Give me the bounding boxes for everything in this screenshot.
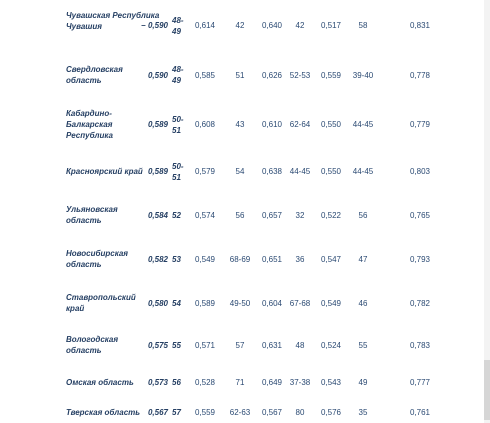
- table-row: [0, 62, 490, 92]
- value-2: 0,631: [261, 341, 283, 350]
- table-row: [0, 8, 490, 48]
- region-name: Тверская область: [66, 408, 141, 417]
- rank-value: 48-49: [172, 16, 184, 36]
- rank-1: 42: [235, 21, 245, 30]
- rank-2: 48: [295, 341, 305, 350]
- value-1: 0,528: [194, 378, 216, 387]
- region-name: Свердловская область: [66, 65, 123, 85]
- value-3: 0,550: [320, 167, 342, 176]
- rank-1: 62-63: [229, 408, 251, 417]
- value-3: 0,559: [320, 71, 342, 80]
- table-row: [0, 332, 490, 362]
- value-4: 0,783: [409, 341, 431, 350]
- value-1: 0,585: [194, 71, 216, 80]
- rank-1: 51: [235, 71, 245, 80]
- table-row: [0, 376, 490, 392]
- vertical-scrollbar[interactable]: [484, 0, 490, 423]
- value-1: 0,559: [194, 408, 216, 417]
- value-4: 0,777: [409, 378, 431, 387]
- rank-1: 49-50: [229, 299, 251, 308]
- index-value: 0,575: [147, 341, 168, 350]
- rank-3: 58: [358, 21, 368, 30]
- rank-value: 53: [172, 255, 181, 264]
- index-value: 0,584: [147, 211, 168, 220]
- value-1: 0,589: [194, 299, 216, 308]
- value-3: 0,547: [320, 255, 342, 264]
- table-row: [0, 246, 490, 276]
- region-name: Красноярский край: [66, 167, 143, 176]
- rank-3: 35: [358, 408, 368, 417]
- value-1: 0,571: [194, 341, 216, 350]
- value-3: 0,517: [320, 21, 342, 30]
- value-3: 0,522: [320, 211, 342, 220]
- rank-value: 54: [172, 299, 181, 308]
- index-value: 0,580: [147, 299, 168, 308]
- rank-3: 39-40: [352, 71, 374, 80]
- rank-3: 47: [358, 255, 368, 264]
- index-value: – 0,590: [141, 21, 168, 30]
- value-2: 0,657: [261, 211, 283, 220]
- value-2: 0,640: [261, 21, 283, 30]
- scrollbar-thumb[interactable]: [484, 360, 490, 420]
- rank-2: 67-68: [289, 299, 311, 308]
- rank-value: 52: [172, 211, 181, 220]
- value-3: 0,549: [320, 299, 342, 308]
- index-value: 0,589: [147, 120, 168, 129]
- value-4: 0,765: [409, 211, 431, 220]
- rank-1: 54: [235, 167, 245, 176]
- rank-3: 55: [358, 341, 368, 350]
- value-3: 0,576: [320, 408, 342, 417]
- index-value: 0,582: [147, 255, 168, 264]
- rank-3: 49: [358, 378, 368, 387]
- rank-1: 43: [235, 120, 245, 129]
- value-4: 0,778: [409, 71, 431, 80]
- rank-2: 52-53: [289, 71, 311, 80]
- region-name: Новосибирская область: [66, 249, 129, 269]
- rank-value: 55: [172, 341, 181, 350]
- value-4: 0,793: [409, 255, 431, 264]
- value-3: 0,524: [320, 341, 342, 350]
- value-1: 0,579: [194, 167, 216, 176]
- region-name: Ульяновская область: [66, 205, 118, 225]
- value-1: 0,614: [194, 21, 216, 30]
- rank-2: 36: [295, 255, 305, 264]
- rank-value: 56: [172, 378, 181, 387]
- region-name: Чувашская Республика Чувашия: [66, 11, 160, 31]
- rank-2: 37-38: [289, 378, 311, 387]
- index-value: 0,589: [147, 167, 168, 176]
- value-1: 0,608: [194, 120, 216, 129]
- value-1: 0,549: [194, 255, 216, 264]
- rank-value: 50-51: [172, 162, 184, 182]
- value-2: 0,604: [261, 299, 283, 308]
- rank-3: 46: [358, 299, 368, 308]
- table-row: [0, 160, 490, 184]
- value-4: 0,831: [409, 21, 431, 30]
- rank-1: 56: [235, 211, 245, 220]
- rank-3: 44-45: [352, 167, 374, 176]
- rank-1: 71: [235, 378, 245, 387]
- index-value: 0,573: [147, 378, 168, 387]
- rank-value: 57: [172, 408, 181, 417]
- rank-value: 50-51: [172, 115, 184, 135]
- value-2: 0,649: [261, 378, 283, 387]
- value-4: 0,779: [409, 120, 431, 129]
- value-2: 0,638: [261, 167, 283, 176]
- value-3: 0,550: [320, 120, 342, 129]
- rank-2: 62-64: [289, 120, 311, 129]
- region-name: Вологодская область: [66, 335, 119, 355]
- value-2: 0,626: [261, 71, 283, 80]
- rank-3: 44-45: [352, 120, 374, 129]
- rank-1: 68-69: [229, 255, 251, 264]
- region-name: Кабардино-Балкарская Республика: [66, 109, 113, 140]
- value-4: 0,782: [409, 299, 431, 308]
- region-name: Ставропольский край: [66, 293, 136, 313]
- value-4: 0,803: [409, 167, 431, 176]
- value-2: 0,567: [261, 408, 283, 417]
- table-row: [0, 406, 490, 422]
- table-row: [0, 292, 490, 322]
- table-row: [0, 204, 490, 234]
- region-name: Омская область: [66, 378, 134, 387]
- rank-value: 48-49: [172, 65, 184, 85]
- rank-2: 44-45: [289, 167, 311, 176]
- index-value: 0,590: [147, 71, 168, 80]
- rank-2: 42: [295, 21, 305, 30]
- value-1: 0,574: [194, 211, 216, 220]
- value-4: 0,761: [409, 408, 431, 417]
- value-2: 0,651: [261, 255, 283, 264]
- index-value: 0,567: [147, 408, 168, 417]
- rank-1: 57: [235, 341, 245, 350]
- rank-3: 56: [358, 211, 368, 220]
- value-2: 0,610: [261, 120, 283, 129]
- rank-2: 80: [295, 408, 305, 417]
- value-3: 0,543: [320, 378, 342, 387]
- rank-2: 32: [295, 211, 305, 220]
- table-row: [0, 106, 490, 146]
